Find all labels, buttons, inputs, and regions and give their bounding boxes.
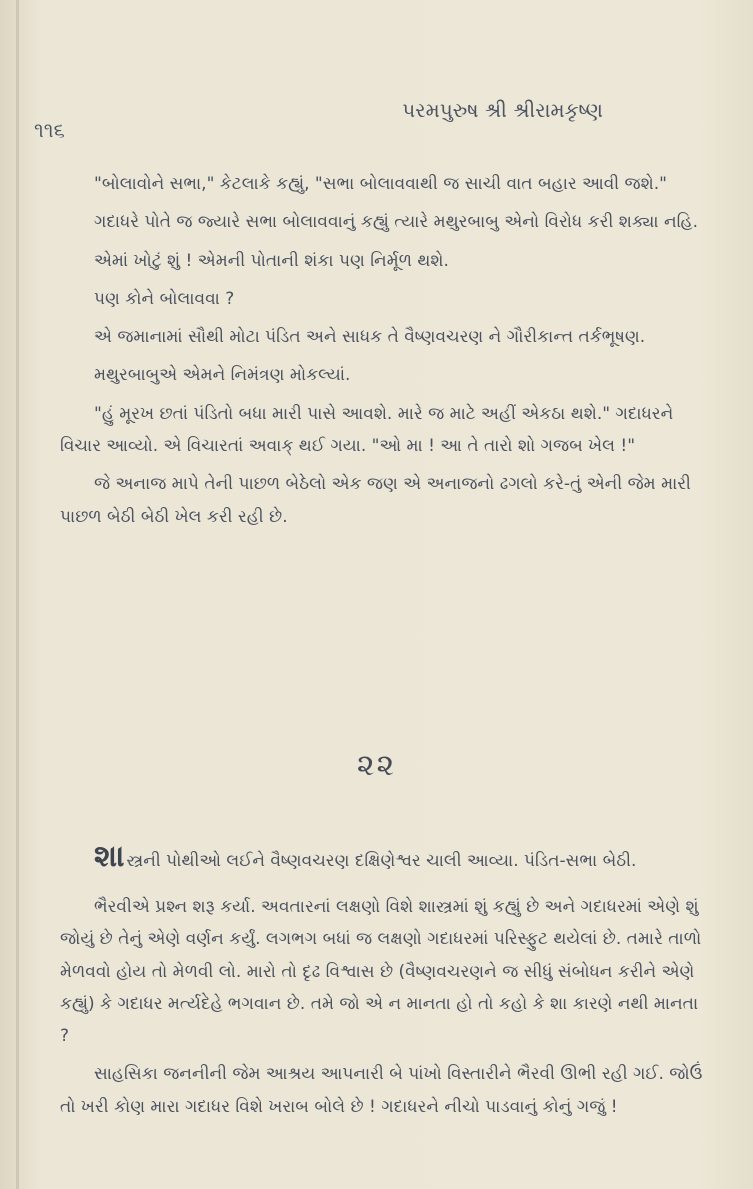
page-header	[0, 88, 753, 142]
page-number: ૧૧૬	[34, 118, 65, 142]
paragraph: "બોલાવોને સભા," કેટલાકે કહ્યું, "સભા બોલાવવાથી જ સાચી વાત બહાર આવી જશે."	[94, 174, 667, 194]
section-two	[60, 828, 710, 1129]
running-title: પરમપુરુષ શ્રી શ્રીરામકૃષ્ણ	[402, 98, 603, 122]
paragraph	[60, 828, 710, 885]
drop-cap: શા	[94, 839, 125, 874]
chapter-number: ૨૨	[356, 748, 397, 783]
page-fold-shadow	[16, 0, 19, 1189]
paragraph: ગદાધરે પોતે જ જ્યારે સભા બોલાવવાનું કહ્યું ત્યારે મથુરબાબુ એનો વિરોધ કરી શક્યા નહિ.	[94, 212, 698, 233]
paragraph: "હું મૂરખ છતાં પંડિતો બધા મારી પાસે આવશે. મારે જ માટે અહીં એકઠા થશે." ગદાધરને વિચાર આવ્યો. એ વિચારતાં અવાક્ થઈ ગયા. "ઓ મા ! આ તે તારો શો ગજબ ખેલ !"	[60, 403, 674, 457]
paragraph-text: સ્ત્રની પોથીઓ લઈને વૈષ્ણવચરણ દક્ષિણેશ્વર ચાલી આવ્યા. પંડિત-સભા બેઠી.	[126, 851, 637, 871]
paragraph: સાહસિકા જનનીની જેમ આશ્રય આપનારી બે પાંખો વિસ્તારીને ભૈરવી ઊભી રહી ગઈ. જોઉં તો ખરી કોણ મારા ગદાધર વિશે ખરાબ બોલે છે ! ગદાધરને નીચો પાડવાનું કોનું ગજું !	[60, 1064, 703, 1117]
paragraph: એમાં ખોટું શું ! એમની પોતાની શંકા પણ નિર્મૂળ થશે.	[94, 250, 449, 271]
paragraph: મથુરબાબુએ એમને નિમંત્રણ મોકલ્યાં.	[94, 365, 351, 386]
paragraph: એ જમાનામાં સૌથી મોટા પંડિત અને સાધક તે વૈષ્ણવચરણ ને ગૌરીકાન્ત તર્કભૂષણ.	[94, 327, 646, 348]
section-one	[60, 168, 710, 539]
paragraph: જે અનાજ માપે તેની પાછળ બેઠેલો એક જણ એ અનાજનો ઢગલો કરે-તું એની જેમ મારી પાછળ બેઠી બેઠી ખેલ કરી રહી છે.	[60, 474, 691, 527]
paragraph: પણ કોને બોલાવવા ?	[94, 288, 235, 309]
paragraph: ભૈરવીએ પ્રશ્ન શરૂ કર્યા. અવતારનાં લક્ષણો વિશે શાસ્ત્રમાં શું કહ્યું છે અને ગદાધરમાં એણે શું જોયું છે તેનું એણે વર્ણન કર્યું. લગભગ બધાં જ લક્ષણો ગદાધરમાં પરિસ્ફુટ થયેલાં છે. તમારે તાળો મેળવવો હોય તો મેળવી લો. મારો તો દૃઢ વિશ્વાસ છે (વૈષ્ણવચરણને જ સીધું સંબોધન કરીને એણે કહ્યું) કે ગદાધર મર્ત્યદેહે ભગવાન છે. તમે જો એ ન માનતા હો તો કહો કે શા કારણે નથી માનતા ?	[60, 897, 702, 1047]
